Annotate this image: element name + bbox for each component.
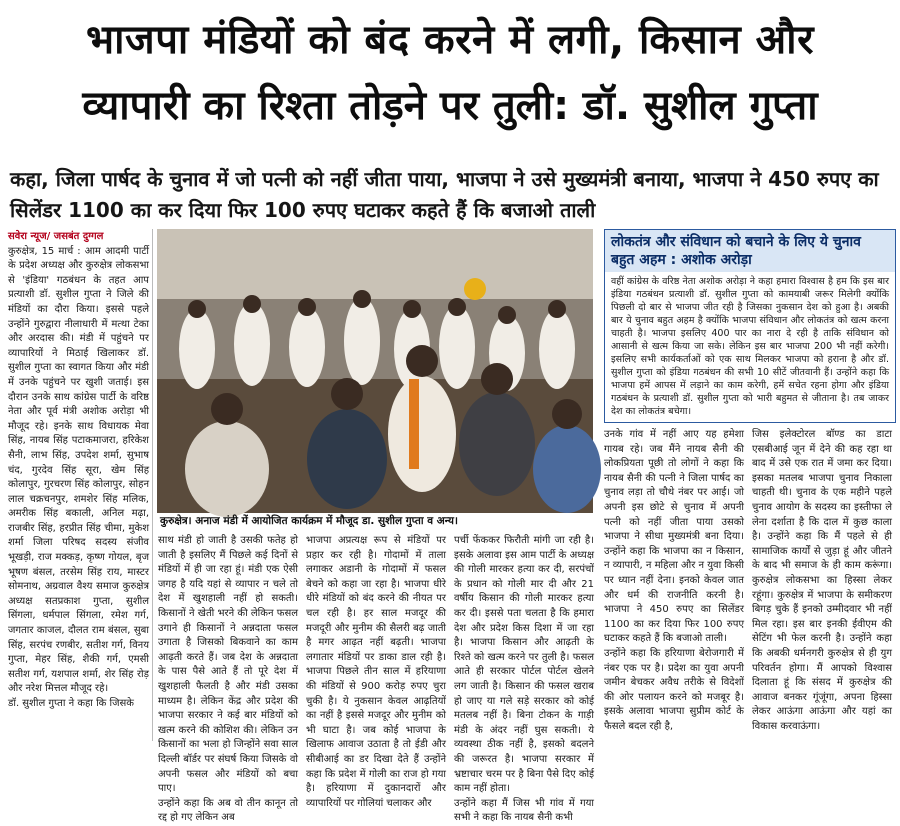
crowd-photo-illustration (157, 229, 593, 513)
article-column-3 (306, 534, 446, 809)
sidebar-box-body: वहीं कांग्रेस के वरिष्ठ नेता अशोक अरोड़ा ने कहा हमारा विश्वास है हम कि इस बार इंडिया गठबंधन प्रत्याशी डॉ. सुशील गुप्ता को कामयाबी जरूर मिलेगी क्योंकि पिछली दो बार से भाजपा जीत रही है जिसका नुकसान देश को हुआ है। अबकी बार ये चुनाव बहुत अहम है क्योंकि भाजपा संविधान और लोकतंत्र को खत्म करना चाहती है। भाजपा इसलिए 400 पार का नारा दे रही है ताकि संविधान को आसानी से खत्म किया जा सके। लेकिन इस बार भाजपा 200 भी नहीं करेगी। इसलिए सभी कार्यकर्ताओं को एक साथ मिलकर भाजपा को हराना है और डॉ. सुशील गुप्ता को इंडिया गठबंधन की सभी 10 सीटें जीतवानी हैं। उन्होंने कहा कि भाजपा हमें आपस में लड़ाने का काम करेगी, हमें सचेत रहना होगा और इंडिया गठबंधन के प्रत्याशी डॉ. सुशील गुप्ता को भारी बहुमत से जीताना है। तब जाकर देश का लोकतंत्र बचेगा। (611, 276, 889, 417)
column-divider (152, 229, 153, 741)
article-column-6 (752, 428, 892, 742)
article-column-4 (454, 534, 594, 824)
column-4-text: पर्ची फेंककर फिरौती मांगी जा रही है। इसके अलावा इस आम पार्टी के अध्यक्ष की गोली मारकर हत्या कर दी, सरपंचों के प्रधान को गोली मार दी और 21 वर्षीय किसान की गोली मारकर हत्या कर दी। इससे पता चलता है कि हमारा देश और प्रदेश किस दिशा में जा रहा है। भाजपा किसान और आढ़ती के रिश्ते को खत्म करने पर तुली है। फसल आते ही सरकार पोर्टल पोर्टल खेलने लग जाती है। किसान की फसल खराब हो जाए या गले सड़े सरकार को कोई मतलब नहीं है। बिना टोकन के गाड़ी मंडी के अंदर नहीं घुस सकती। ये व्यवस्था ठीक नहीं है, इसको बदलने की जरूरत है। भाजपा सरकार में भ्रष्टाचार चरम पर है बिना पैसे दिए कोई काम नहीं होता। (454, 535, 594, 795)
column-1-text: कुरुक्षेत्र, 15 मार्च : आम आदमी पार्टी के प्रदेश अध्यक्ष और कुरुक्षेत्र लोकसभा से 'इंडिया' गठबंधन के तहत आप प्रत्याशी डॉ. सुशील गुप्ता ने जिले की मंडियों का दौरा किया। इससे पहले उन्होंने गुरुद्वारा नीलाधारी में मत्था टेका और अरदास की। मंडी में पहुंचने पर व्यापारियों ने मिठाई खिलाकर डॉ. सुशील गुप्ता का स्वागत किया और मंडी में उनके पहुंचने पर खुशी जताई। इस दौरान उनके साथ कांग्रेस पार्टी के वरिष्ठ नेता और पूर्व मंत्री अशोक अरोड़ा भी मौजूद रहे। इनके साथ विधायक मेवा सिंह, नायब सिंह पटाकमाजरा, हरिकेश सैनी, लाभ सिंह, उपदेश शर्मा, सुभाष चंद, गुरदेव सिंह सूरा, खेम सिंह कोलापुर, गुरचरण सिंह कोलापुर, सोहन लाल चक्रचनपुर, शमशेर सिंह मलिक, अमरीक सिंह बकाली, अनिल मढ़ा, राजबीर सिंह, हरप्रीत सिंह चीमा, मुकेश शर्मा जिला परिषद सदस्य संजीव भूखड़ी, राज मक्कड़, कृष्ण गोयल, बृज भूषण बंसल, तरसेम सिंह राय, मास्टर सोमनाथ, अग्रवाल वैश्य समाज कुरुक्षेत्र अध्यक्ष सतप्रकाश गुप्ता, सुशील सिंगला, धर्मपाल सिंगला, रमेश गर्ग, जगतार काजल, दौलत राम बंसल, सुबा सिंह, सरपंच रणबीर, सतीश गर्ग, विनय गुप्ता, मेहर सिंह, शैकी गर्ग, एमसी सतीश गर्ग, यशपाल शर्मा, शेर सिंह रोड़ और नरेश मित्तल मौजूद रहे। (8, 245, 149, 695)
column-2-text: साथ मंडी हो जाती है उसकी फतेह हो जाती है इसलिए मैं पिछले कई दिनों से मंडियों में ही जा रहा हूं। मंडी एक ऐसी जगह है यदि यहां से व्यापार न चले तो देश में खुशहाली नहीं हो सकती। किसानों ने खेती भरने की लेकिन फसल उगाने ही किसानों ने अन्नदाता फसल उगाता है जिसको बिकवाने का काम आढ़ती करते हैं। जब देश के अन्नदाता के पास पैसे आते हैं तो पूरे देश में खुशहाली फैलती है और मंडी उसका माध्यम है। लेकिन केंद्र और प्रदेश की भाजपा सरकार ने कई बार मंडियों को खत्म करने की कोशिश की। लेकिन उन किसानों का भला हो जिन्होंने सवा साल दिल्ली बॉर्डर पर संघर्ष किया जिसके वो अपनी फसल और मंडियों को बचा पाए। (158, 535, 298, 795)
headline-line-1: भाजपा मंडियों को बंद करने में लगी, किसान और (86, 17, 814, 63)
column-5-text: उनके गांव में नहीं आए यह हमेशा गायब रहे। जब मैंने नायब सैनी की लोकप्रियता पूछी तो लोगों ने कहा कि नायब सैनी की पत्नी ने जिला पार्षद का चुनाव लड़ा तो चौथे नंबर पर आई। जो अपनी इस छोटे से चुनाव में अपनी पत्नी को नहीं जीता पाया उसको भाजपा ने सीधा मुख्यमंत्री बना दिया। उन्होंने कहा कि भाजपा का न किसान, न व्यापारी, न महिला और न युवा किसी पर ध्यान नहीं देना। इनको केवल जात और धर्म की राजनीति करनी है। भाजपा ने 450 रुपए का सिलेंडर 1100 का कर दिया फिर 100 रुपए घटाकर कहते हैं कि बजाओ ताली। (604, 429, 744, 645)
sidebar-box (604, 229, 896, 423)
sidebar-box-heading: लोकतंत्र और संविधान को बचाने के लिए ये चुनाव बहुत अहम : अशोक अरोड़ा (605, 230, 895, 272)
headline-line-2: व्यापारी का रिश्ता तोड़ने पर तुली: डॉ. सुशील गुप्ता (82, 83, 818, 129)
news-photo (157, 229, 593, 513)
column-2-tail: उन्होंने कहा कि अब वो तीन कानून तो रद्द हो गए लेकिन अब (158, 797, 298, 824)
column-5-tail: उन्होंने कहा कि हरियाणा बेरोजगारी में नंबर एक पर है। प्रदेश का युवा अपनी जमीन बेचकर अवैध तरीके से विदेशों की ओर पलायन करने को मजबूर है। इसके अलावा भाजपा सुप्रीम कोर्ट के फैसले बदल रही है, (604, 647, 744, 732)
sub-headline: कहा, जिला पार्षद के चुनाव में जो पत्नी को नहीं जीता पाया, भाजपा ने उसे मुख्यमंत्री बनाया, भाजपा ने 450 रुपए का सिलेंडर 1100 का कर दिया फिर 100 रुपए घटाकर कहते हैं कि बजाओ ताली (10, 167, 879, 222)
column-1-tail: डॉ. सुशील गुप्ता ने कहा कि जिसके (8, 698, 134, 709)
column-3-text: भाजपा अप्रत्यक्ष रूप से मंडियों पर प्रहार कर रही है। गोदामों में ताला लगाकर अडानी के गोदामों में फसल बेचने को कहा जा रहा है। भाजपा धीरे धीरे मंडियों को बंद करने की नीयत पर चल रही है। हर साल मजदूर की मजदूरी और मुनीम की सैलरी बढ़ जाती है मगर आढ़त नहीं बढ़ती। भाजपा लगातार मंडियों पर डाका डाल रही है। भाजपा पिछले तीन साल में हरियाणा की मंडियों से 900 करोड़ रुपए चुरा चुकी है। ये नुकसान केवल आढ़तियों का नहीं है इससे मजदूर और मुनीम को भी घाटा है। जब कोई भाजपा के खिलाफ आवाज उठाता है तो ईडी और सीबीआई का डर दिखा देते हैं उन्होंने कहा कि प्रदेश में गोली का राज हो गया है। हरियाणा में दुकानदारों और व्यापारियों पर गोलियां चलाकर और (306, 535, 446, 809)
article-column-2 (158, 534, 298, 824)
article-column-5 (604, 428, 744, 742)
column-4-tail: उन्होंने कहा मैं जिस भी गांव में गया सभी ने कहा कि नायब सैनी कभी (454, 797, 594, 824)
photo-caption: कुरुक्षेत्र। अनाज मंडी में आयोजित कार्यक्रम में मौजूद डा. सुशील गुप्ता व अन्य। (160, 515, 458, 527)
article-column-1 (8, 230, 149, 742)
column-6-text: जिस इलेक्टोरल बॉण्ड का डाटा एसबीआई जून में देने की कह रहा था बाद में उसे एक रात में जमा कर दिया। इसका मतलब भाजपा चुनाव निकाला चाहती थी। चुनाव के एक महीने पहले चुनाव आयोग के सदस्य का इस्तीफा ले लेना दर्शाता है कि दाल में कुछ काला है। उन्होंने कहा कि मैं पहले से ही सामाजिक कार्यों से जुड़ा हूं और जीतने के बाद भी समाज के ही काम करूंगा। कुरुक्षेत्र लोकसभा का हिस्सा लेकर रहूंगा। कुरुक्षेत्र में भाजपा के समीकरण बिगड़ चुके हैं इनको उम्मीदवार भी नहीं मिल रहा। इस बार इनकी ईवीएम की सेटिंग भी फेल करनी है। उन्होंने कहा कि अबकी धर्मनगरी कुरुक्षेत्र से ही युग परिवर्तन होगा। मैं आपको विश्वास दिलाता हूं कि संसद में कुरुक्षेत्र की आवाज बनकर गूंजूंगा, अपना हिस्सा लेकर आऊंगा आऊंगा और यहां का विकास करवाऊंगा। (752, 429, 892, 732)
byline: सवेरा न्यूज/ जसबंत दुग्गल (8, 231, 104, 242)
